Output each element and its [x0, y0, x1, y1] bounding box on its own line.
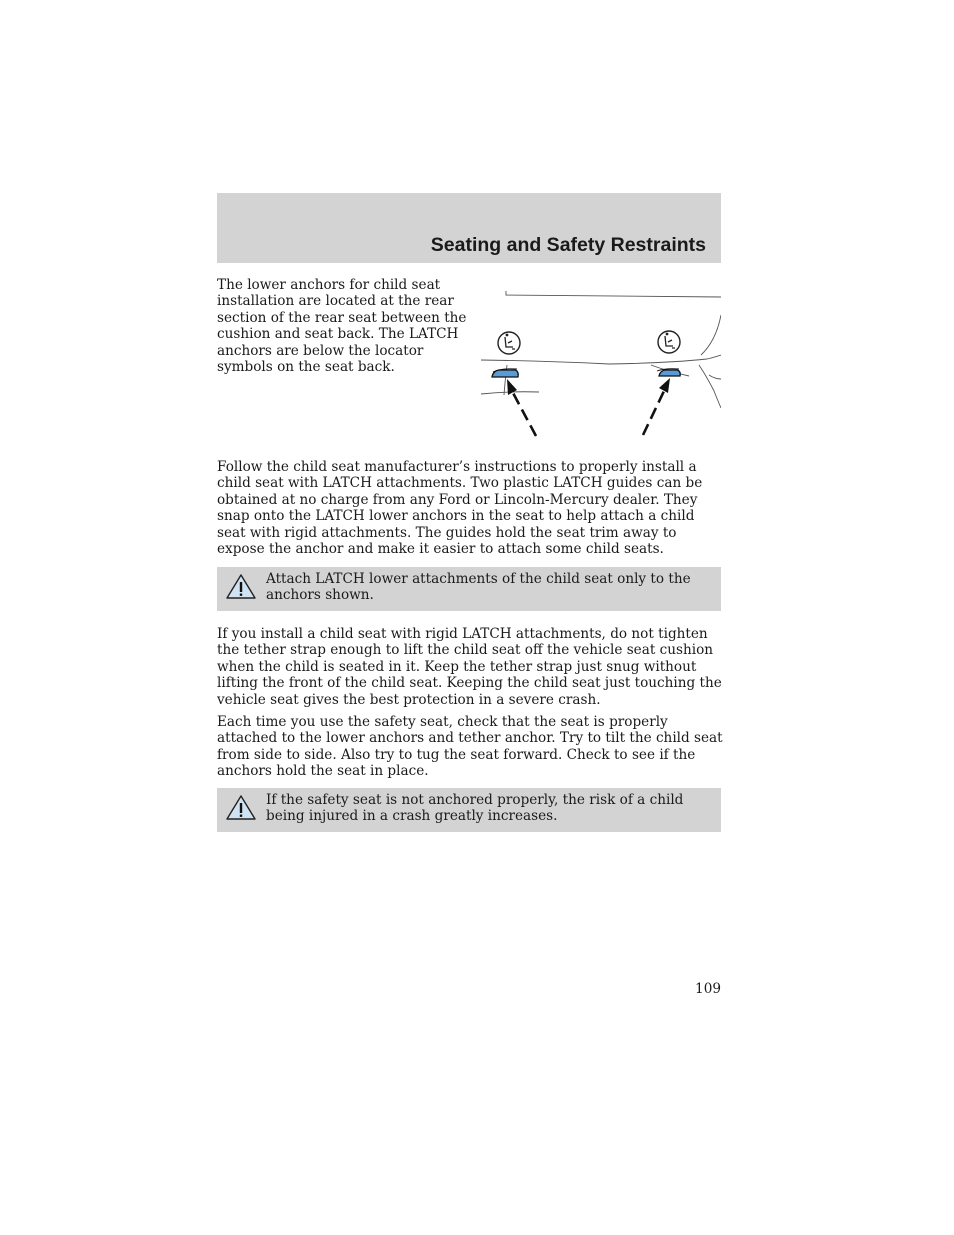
warning-triangle-icon — [225, 573, 257, 601]
warning-box — [217, 788, 721, 832]
warning-text: If the safety seat is not anchored properly, the risk of a child being injured in a crash greatly increases. — [266, 792, 684, 825]
arrow-icon — [507, 379, 536, 436]
intro-paragraph: The lower anchors for child seat installation are located at the rear section of the rear seat between the cushion and seat back. The LATCH anchors are below the locator symbols on the seat back. — [217, 277, 467, 376]
paragraph: If you install a child seat with rigid LATCH attachments, do not tighten the tether strap enough to lift the child seat off the vehicle seat cushion when the child is seated in it. Keep the tether strap just snug without lifting the front of the child seat. Keeping the child seat just touching the vehicle seat gives the best protection in a severe crash. — [217, 626, 722, 708]
child-seat-locator-icon — [498, 332, 520, 354]
warning-text: Attach LATCH lower attachments of the child seat only to the anchors shown. — [266, 571, 691, 604]
page-number: 109 — [695, 981, 721, 997]
section-title: Seating and Safety Restraints — [430, 234, 706, 256]
warning-box — [217, 567, 721, 611]
paragraph: Each time you use the safety seat, check that the seat is properly attached to the lower anchors and tether anchor. Try to tilt the child seat from side to side. Also try to tug the seat forward. Check to see if the anchors hold the seat in place. — [217, 714, 723, 780]
latch-anchor-illustration — [479, 283, 721, 441]
warning-triangle-icon — [225, 794, 257, 822]
child-seat-locator-icon — [658, 331, 680, 353]
latch-anchor-icon — [657, 369, 680, 376]
section-header — [217, 193, 721, 263]
arrow-icon — [643, 378, 670, 435]
paragraph: Follow the child seat manufacturer’s instructions to properly install a child seat with LATCH attachments. Two plastic LATCH guides can be obtained at no charge from any Ford or Lincoln-Mercury dealer. They snap onto the LATCH lower anchors in the seat to help attach a child seat with rigid attachments. The guides hold the seat trim away to expose the anchor and make it easier to attach some child seats. — [217, 459, 703, 558]
latch-anchor-icon — [492, 369, 518, 377]
